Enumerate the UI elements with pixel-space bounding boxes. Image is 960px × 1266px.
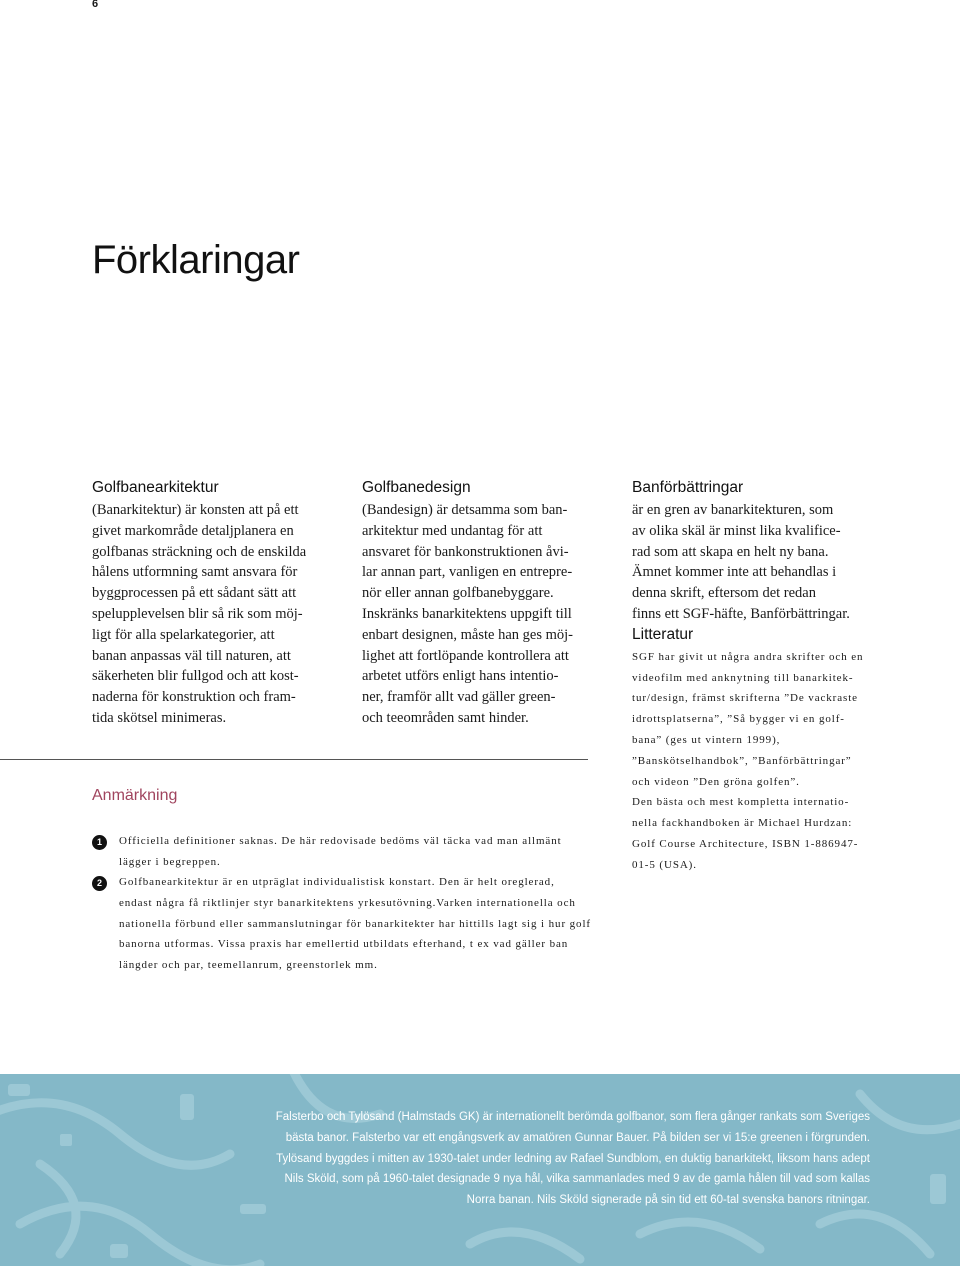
section-body: [92, 500, 306, 729]
text-line: lägger i begreppen.: [119, 855, 221, 868]
column-banforbattringar: [632, 478, 863, 876]
text-line: spelupplevelsen blir så rik som möj-: [92, 605, 303, 622]
text-line: (Banarkitektur) är konsten att på ett: [92, 502, 299, 518]
photo-caption-band: [0, 1074, 960, 1266]
text-line: Inskränks banarkitektens uppgift till: [362, 605, 572, 622]
text-line: lighet att fortlöpande kontrollera att: [362, 647, 569, 664]
text-line: endast några få riktlinjer styr banarkitektens yrkesutövning.Varken internationella och: [119, 896, 576, 909]
text-line: byggprocessen på ett sådant sätt att: [92, 585, 297, 602]
text-line: säkerheten blir fullgod och att kost-: [92, 668, 299, 685]
page-number: 6: [92, 0, 99, 10]
text-line: och videon ”Den gröna golfen”.: [632, 775, 800, 788]
section-heading: Golfbanedesign: [362, 479, 471, 496]
text-line: längder och par, teemellanrum, greenstorlek mm.: [119, 959, 378, 972]
text-line: arkitektur med undantag för att: [362, 522, 543, 539]
section-heading: Golfbanearkitektur: [92, 479, 219, 496]
notes-heading: Anmärkning: [92, 787, 178, 804]
text-line: Den bästa och mest kompletta internatio-: [632, 796, 850, 809]
text-line: tida skötsel minimeras.: [92, 709, 227, 726]
text-line: tur/design, främst skrifterna ”De vackraste: [632, 692, 858, 705]
divider-rule: [0, 759, 588, 760]
note-number-badge: 2: [92, 876, 107, 891]
note-text: [119, 872, 591, 976]
text-line: Officiella definitioner saknas. De här redovisade bedöms väl täcka vad man allmänt: [119, 835, 562, 847]
text-line: av olika skäl är minst lika kvalifice-: [632, 522, 841, 539]
text-line: Ämnet kommer inte att behandlas i: [632, 564, 837, 581]
note-number-badge: 1: [92, 835, 107, 850]
text-line: lar annan part, vanligen en entrepre-: [362, 564, 573, 581]
text-line: Norra banan. Nils Sköld signerade på sin tid ett 60-tal svenska banors ritningar.: [466, 1194, 870, 1207]
text-line: enbart designen, måste han ges möj-: [362, 626, 573, 643]
text-line: 01-5 (USA).: [632, 858, 697, 871]
text-line: och teeområden samt hinder.: [362, 709, 529, 726]
column-golfbanearkitektur: [92, 478, 306, 729]
text-line: hålens utformning samt ansvara för: [92, 564, 298, 581]
section-body: [632, 500, 863, 625]
text-line: idrottsplatserna”, ”Så bygger vi en golf-: [632, 713, 845, 726]
text-line: ansvaret för bankonstruktionen åvi-: [362, 543, 569, 560]
text-line: givet markområde detaljplanera en: [92, 522, 294, 539]
text-line: är en gren av banarkitekturen, som: [632, 502, 834, 518]
text-line: (Bandesign) är detsamma som ban-: [362, 502, 568, 518]
text-line: naderna för konstruktion och fram-: [92, 689, 296, 706]
text-line: videofilm med anknytning till banarkitek-: [632, 671, 854, 684]
text-line: banan anpassas väl till naturen, att: [92, 647, 291, 664]
section-body: [362, 500, 573, 729]
text-line: rad som att skapa en helt ny bana.: [632, 543, 829, 560]
text-line: finns ett SGF-häfte, Banförbättringar.: [632, 605, 850, 622]
section-heading: Banförbättringar: [632, 479, 744, 496]
text-line: nationella förbund eller sammanslutningar för banarkitekter har hittills lagt sig i hur golf: [119, 917, 591, 930]
text-line: Falsterbo och Tylösand (Halmstads GK) är internationellt berömda golfbanor, som flera gånger rankats som Sveriges: [275, 1111, 870, 1123]
text-line: bästa banor. Falsterbo var ett engångsverk av amatören Gunnar Bauer. På bilden ser vi 15:e greenen i förgrunden.: [285, 1131, 870, 1144]
text-line: Tylösand byggdes i mitten av 1930-talet under ledning av Rafael Sundblom, en duktig banarkitekt, liksom hans adept: [276, 1152, 870, 1165]
text-line: ligt för alla spelarkategorier, att: [92, 626, 275, 643]
page-title: Förklaringar: [92, 238, 300, 282]
text-line: denna skrift, eftersom det redan: [632, 585, 816, 602]
literature-heading: Litteratur: [632, 625, 694, 643]
text-line: golfbanas sträckning och de enskilda: [92, 543, 307, 560]
text-line: Nils Sköld, som på 1960-talet designade 9 nya hål, vilka sammanlades med 9 av de gamla hålen till vad som kallas: [284, 1173, 870, 1186]
literature-body: [632, 647, 863, 876]
text-line: arbetet utförs enligt hans intentio-: [362, 668, 559, 685]
column-golfbanedesign: [362, 478, 573, 729]
note-text: [119, 831, 562, 873]
text-line: ner, framför allt vad gäller green-: [362, 689, 556, 706]
text-line: nella fackhandboken är Michael Hurdzan:: [632, 817, 853, 830]
text-line: ”Banskötselhandbok”, ”Banförbättringar”: [632, 754, 852, 767]
text-line: nör eller annan golfbanebyggare.: [362, 585, 554, 602]
text-line: banorna utformas. Vissa praxis har emellertid utbildats efterhand, t ex vad gäller ban: [119, 938, 569, 951]
text-line: Golfbanearkitektur är en utpräglat individualistisk konstart. Den är helt oreglerad,: [119, 876, 555, 888]
text-line: Golf Course Architecture, ISBN 1-886947-: [632, 837, 859, 850]
text-line: SGF har givit ut några andra skrifter och en: [632, 650, 864, 663]
text-line: bana” (ges ut vintern 1999),: [632, 733, 781, 746]
photo-caption: [276, 1107, 870, 1211]
